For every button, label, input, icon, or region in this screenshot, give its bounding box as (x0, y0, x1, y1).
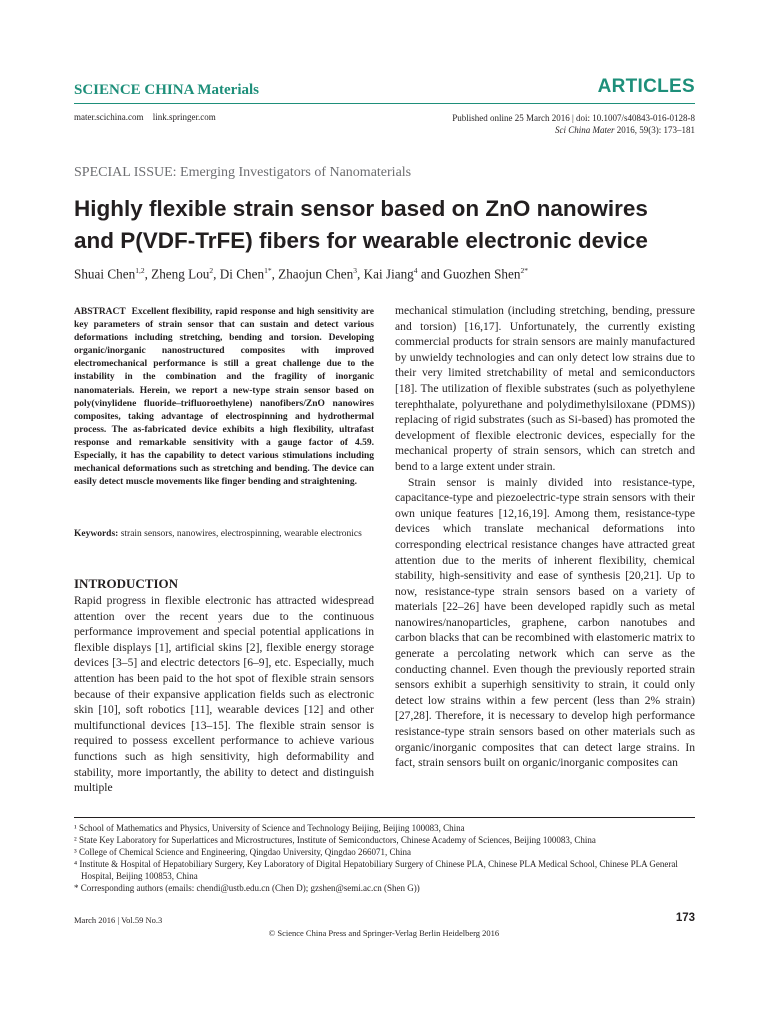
page-number: 173 (675, 912, 695, 924)
citation-journal: Sci China Mater (555, 125, 615, 135)
link-springer[interactable]: link.springer.com (152, 112, 216, 122)
footnote-rule (74, 817, 695, 818)
author-name: Kai Jiang (363, 266, 414, 282)
section-label: ARTICLES (597, 76, 695, 97)
title-line-2: and P(VDF-TrFE) fibers for wearable electronic device (74, 228, 648, 253)
author-affiliation-mark: 4 (413, 266, 418, 275)
keywords-text: strain sensors, nanowires, electrospinning, wearable electronics (120, 529, 362, 539)
author-name: Guozhen Shen (443, 266, 521, 282)
author-affiliation-mark: 2* (520, 266, 528, 275)
footnote-affiliation-2: ² State Key Laboratory for Superlattices and Microstructures, Institute of Semiconductors, Chinese Academy of Sciences, Beijing 100083, China (74, 835, 596, 845)
footer-issue: March 2016 | Vol.59 No.3 (74, 915, 163, 925)
abstract (74, 306, 374, 489)
title-line-1: Highly flexible strain sensor based on ZnO nanowires (74, 196, 648, 221)
intro-paragraph-1-cont: mechanical stimulation (including stretching, bending, pressure and torsion) [16,17]. Unfortunately, the currently existing commercial products for strain sensors are mainly manufactured by unwieldy technologies and can only detect low strains due to their very limited stretchability of metal and semiconductors [18]. The utilization of flexible substrates (such as polyethylene terephthalate, polyurethane and polydimethylsiloxane (PDMS)) replacing of rigid substrates (such as Si-based) has promoted the development of flexible electronic devices, especially for the mechanical property of strain sensors, which can stretch and bend to a large extent under strain. (395, 304, 695, 473)
footnote-corresponding: * Corresponding authors (emails: chendi@ustb.edu.cn (Chen D); gzshen@semi.ac.cn (Shen G)) (74, 883, 420, 893)
author-separator: , (271, 266, 279, 282)
footer-copyright: © Science China Press and Springer-Verlag Berlin Heidelberg 2016 (268, 928, 500, 938)
author-separator: , (144, 266, 152, 282)
author-name: Zheng Lou (151, 266, 210, 282)
header-rule (74, 103, 695, 104)
author-affiliation-mark: 2 (209, 266, 214, 275)
citation-details: 2016, 59(3): 173–181 (614, 125, 695, 135)
published-line: Published online 25 March 2016 | doi: 10.1007/s40843-016-0128-8 (452, 113, 695, 123)
author-affiliation-mark: 1* (264, 266, 272, 275)
publication-info (452, 112, 695, 136)
link-mater-scichina[interactable]: mater.scichina.com (74, 112, 144, 122)
introduction-heading: INTRODUCTION (74, 576, 179, 591)
header-links (74, 112, 216, 122)
intro-paragraph-1: Rapid progress in flexible electronic has attracted widespread attention over the recent years due to the continuous performance improvement and special potential applications in flexible displays [1], artificial skins [2], flexible energy storage devices [3–5] and electric detectors [6–9], etc. Especially, much attention has been paid to the hot spot of flexible strain sensors because of their expansive application fields such as electronic skin [10], soft robotics [11], wearable devices [12] and other multifunctional devices [13–15]. The flexible strain sensor is required to possess excellent performance to achieve various functions such as high sensitivity, high deformability and stability, more importantly, the ability to detect and distinguish multiple (74, 594, 374, 795)
author-name: Di Chen (219, 266, 265, 282)
author-affiliation-mark: 1,2 (135, 266, 145, 275)
keywords (74, 528, 374, 541)
abstract-text: Excellent flexibility, rapid response and high sensitivity are key parameters of strain sensor that can sustain and detect various deformations including stretching, bending and torsion. Developing organic/inorganic nanostructured composites with improved electromechanical performance is still a great challenge due to the instability in the combination and the fragility of inorganic nanomaterials. Herein, we report a new-type strain sensor based on poly(vinylidene fluoride–trifluoroethylene) nanofibers/ZnO nanowires composites, taking advantage of electrospinning and hydrothermal process. The as-fabricated device exhibits a high flexibility, ultrafast response and remarkable sensitivity with a gauge factor of 4.59. Especially, it has the capability to detect various stimulations including mechanical deformations such as stretching and bending. The device can easily detect muscle movements like finger bending and straightening. (74, 307, 375, 488)
intro-paragraph-2: Strain sensor is mainly divided into resistance-type, capacitance-type and piezoelectric-type strain sensors with their own unique features [12,16,19]. Among them, resistance-type devices which translate mechanical deformations into corresponding electrical resistance changes have attracted great attention due to the merits of inherent flexibility, chemical stability, high-sensitivity and ease of synthesis [20,21]. Up to now, resistance-type strain sensors based on a variety of materials [22–26] have been developed rapidly such as metal nanowires/nanoparticles, graphene, carbon nanotubes and carbon blacks that can be recombined with elastomeric matrix to generate a percolating network which can serve as the conducting channel. Even though the previously reported strain sensors exhibit a superhigh sensitivity to strain, it could only detect low strains within a few percent (less than 2% strain) [27,28]. Therefore, it is necessary to develop high performance resistance-type strain sensors based on other materials such as organic/inorganic composites that can detect large strains. In fact, strain sensors built on organic/inorganic composites can (395, 475, 695, 770)
author-name: Zhaojun Chen (278, 266, 354, 282)
article-title (74, 193, 704, 257)
citation-line (452, 124, 695, 136)
footnote-affiliation-1: ¹ School of Mathematics and Physics, University of Science and Technology Beijing, Beijing 100083, China (74, 823, 465, 833)
author-separator: , (357, 266, 364, 282)
author-separator: and (417, 266, 444, 282)
journal-name: SCIENCE CHINA Materials (74, 82, 260, 98)
right-column (395, 303, 695, 771)
author-separator: , (213, 266, 220, 282)
footnote-affiliation-3: ³ College of Chemical Science and Engineering, Qingdao University, Qingdao 266071, China (74, 847, 412, 857)
author-list (74, 266, 528, 282)
left-column (74, 576, 374, 796)
footnote-affiliation-4: ⁴ Institute & Hospital of Hepatobiliary Surgery, Key Laboratory of Digital Hepatobiliary Surgery of Chinese PLA, Chinese PLA Medical School, Chinese PLA General Hospital, Beijing 100853, China (74, 859, 678, 881)
author-name: Shuai Chen (74, 266, 136, 282)
abstract-label: ABSTRACT (74, 307, 126, 317)
footnotes (74, 822, 695, 894)
keywords-label: Keywords: (74, 529, 119, 539)
special-issue-label: SPECIAL ISSUE: Emerging Investigators of Nanomaterials (74, 165, 412, 180)
author-affiliation-mark: 3 (353, 266, 357, 275)
